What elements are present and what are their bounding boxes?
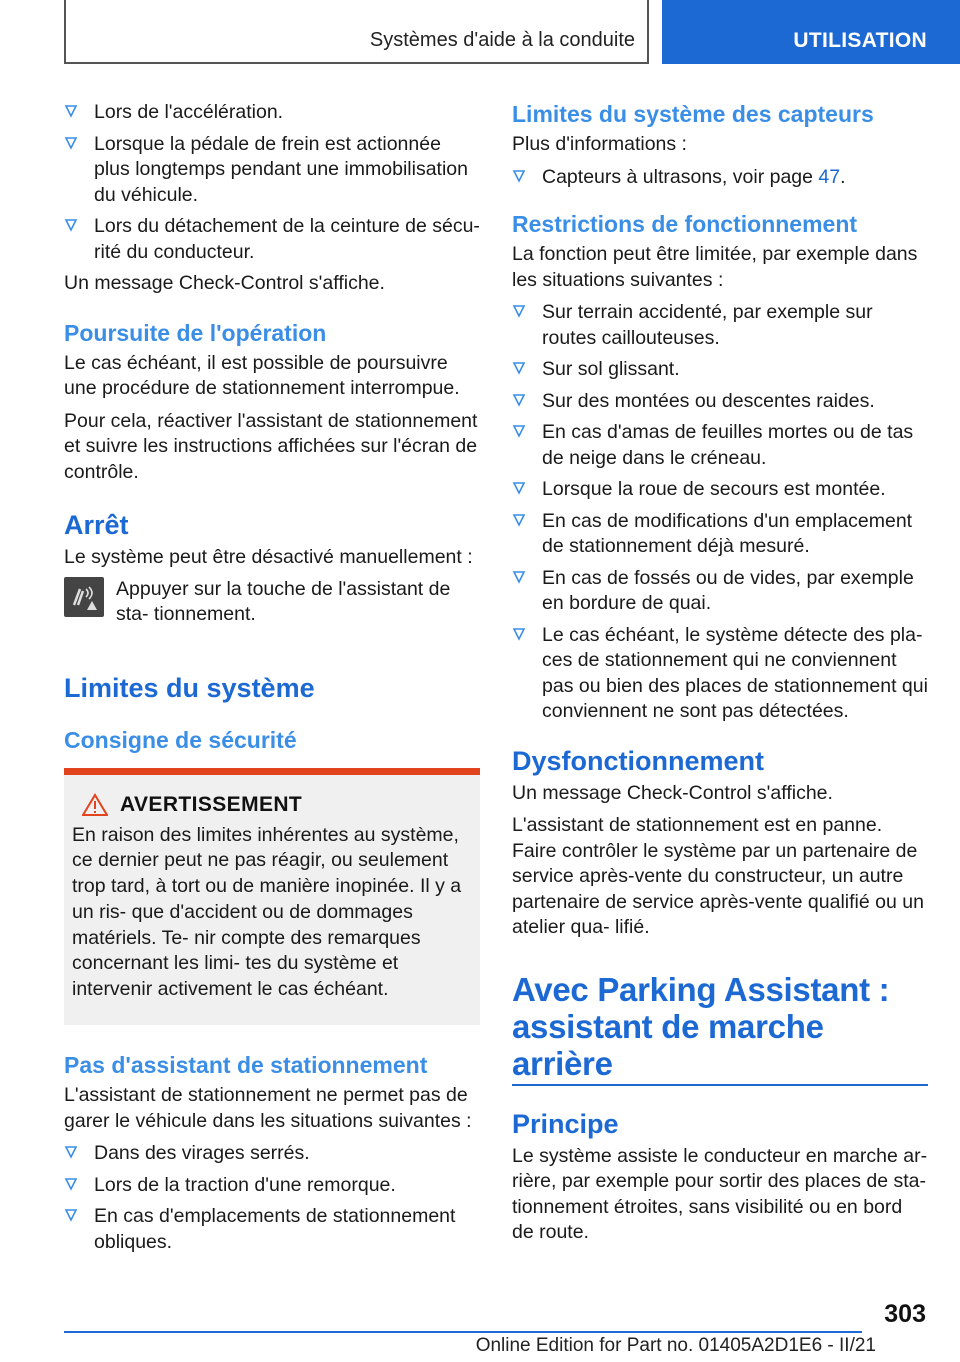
list-item: Lorsque la roue de secours est montée. bbox=[512, 477, 928, 503]
list-item: En cas de fossés ou de vides, par exemple en bordure de quai. bbox=[512, 566, 928, 617]
triangle-bullet-icon bbox=[512, 512, 526, 530]
principle-paragraph: Le système assiste le conducteur en marche ar‐ rière, par exemple pour sortir des places de sta‐ tionnement étroites, sans visibilité ou en bord de route. bbox=[512, 1144, 928, 1243]
resume-heading: Poursuite de l'opération bbox=[64, 319, 327, 346]
restrictions-heading: Restrictions de fonctionnement bbox=[512, 211, 858, 237]
triangle-bullet-icon bbox=[512, 392, 526, 410]
triangle-bullet-icon bbox=[64, 103, 78, 121]
stop-button-text: Appuyer sur la touche de l'assistant de sta‐ tionnement. bbox=[116, 577, 451, 625]
triangle-bullet-icon bbox=[64, 1207, 78, 1225]
triangle-bullet-icon bbox=[512, 569, 526, 587]
malfunction-heading: Dysfonctionnement bbox=[512, 745, 765, 776]
triangle-bullet-icon bbox=[512, 626, 526, 644]
list-item: Capteurs à ultrasons, voir page 47. bbox=[512, 165, 928, 191]
triangle-bullet-icon bbox=[512, 423, 526, 441]
chapter-heading-block bbox=[512, 971, 928, 1086]
sensor-limits-heading: Limites du système des capteurs bbox=[512, 101, 874, 127]
principle-heading: Principe bbox=[512, 1108, 619, 1139]
left-column bbox=[64, 100, 480, 1261]
triangle-bullet-icon bbox=[512, 303, 526, 321]
triangle-bullet-icon bbox=[64, 1144, 78, 1162]
footer-divider bbox=[64, 1331, 862, 1333]
list-item: Lors de la traction d'une remorque. bbox=[64, 1173, 480, 1199]
sensor-list bbox=[512, 165, 928, 191]
warning-box bbox=[64, 768, 480, 1026]
right-column bbox=[512, 100, 928, 1246]
stop-heading: Arrêt bbox=[64, 510, 129, 540]
check-control-text: Un message Check-Control s'affiche. bbox=[64, 272, 385, 294]
triangle-bullet-icon bbox=[64, 135, 78, 153]
resume-paragraph-2: Pour cela, réactiver l'assistant de stationnement et suivre les instructions affichées sur l'écran de contrôle. bbox=[64, 409, 478, 483]
no-assist-paragraph: L'assistant de stationnement ne permet pas de garer le véhicule dans les situations suivantes : bbox=[64, 1084, 472, 1132]
warning-text: En raison des limites inhérentes au système, ce dernier peut ne pas réagir, ou seulement trop tard, à tort ou de manière inopinée. Il y a un ris‐ que d'accident ou de dommages matériels. Te‐ nir compte des remarques concernant les limi‐ tes du système et intervenir activement le cas échéant. bbox=[72, 823, 462, 1001]
triangle-bullet-icon bbox=[512, 480, 526, 498]
list-item: Sur terrain accidenté, par exemple sur routes caillouteuses. bbox=[512, 300, 928, 351]
list-item: Le cas échéant, le système détecte des pla‐ ces de stationnement qui ne conviennent pas ou bien des places de stationnement qui conviennent ne sont pas détectées. bbox=[512, 623, 928, 725]
list-item: En cas d'amas de feuilles mortes ou de tas de neige dans le créneau. bbox=[512, 420, 928, 471]
list-item: Lors de l'accélération. bbox=[64, 100, 480, 126]
resume-paragraph-1: Le cas échéant, il est possible de poursuivre une procédure de stationnement interrompue. bbox=[64, 351, 460, 399]
warning-triangle-icon bbox=[82, 793, 108, 817]
no-assist-heading: Pas d'assistant de stationnement bbox=[64, 1052, 428, 1079]
sensor-paragraph: Plus d'informations : bbox=[512, 133, 687, 155]
parking-assistant-button-icon bbox=[64, 577, 104, 617]
triangle-bullet-icon bbox=[512, 360, 526, 378]
restrictions-paragraph: La fonction peut être limitée, par exemple dans les situations suivantes : bbox=[512, 243, 918, 291]
triangle-bullet-icon bbox=[64, 217, 78, 235]
footer-edition-text: Online Edition for Part no. 01405A2D1E6 - II/21 bbox=[475, 1335, 876, 1356]
header-chapter-title: UTILISATION bbox=[793, 29, 927, 52]
list-item: Lorsque la pédale de frein est actionnée plus longtemps pendant une immobilisation du véhicule. bbox=[64, 132, 480, 209]
list-item: Lors du détachement de la ceinture de sécu‐ rité du conducteur. bbox=[64, 214, 480, 265]
malfunction-paragraph-2: L'assistant de stationnement est en panne. Faire contrôler le système par un partenaire de service après-vente du constructeur, un autre partenaire de service après-vente qualifié ou un atelier qua‐ lifié. bbox=[512, 814, 924, 938]
list-item: En cas d'emplacements de stationnement obliques. bbox=[64, 1204, 480, 1255]
list-item: Dans des virages serrés. bbox=[64, 1141, 480, 1167]
reverse-assistant-heading: Avec Parking Assistant : assistant de marche arrière bbox=[512, 970, 890, 1082]
list-item: En cas de modifications d'un emplacement de stationnement déjà mesuré. bbox=[512, 509, 928, 560]
header-section-title: Systèmes d'aide à la conduite bbox=[369, 29, 635, 51]
stop-conditions-list bbox=[64, 100, 480, 265]
safety-heading: Consigne de sécurité bbox=[64, 726, 297, 753]
list-item: Sur sol glissant. bbox=[512, 357, 928, 383]
header-section-box bbox=[64, 0, 649, 64]
malfunction-paragraph-1: Un message Check-Control s'affiche. bbox=[512, 781, 833, 804]
stop-instruction bbox=[64, 577, 480, 628]
warning-title: AVERTISSEMENT bbox=[120, 792, 303, 816]
page-number: 303 bbox=[884, 1300, 926, 1328]
header-chapter-tab bbox=[662, 0, 960, 64]
triangle-bullet-icon bbox=[64, 1176, 78, 1194]
page-reference-link[interactable]: 47 bbox=[818, 165, 841, 188]
stop-paragraph: Le système peut être désactivé manuellement : bbox=[64, 546, 473, 568]
triangle-bullet-icon bbox=[512, 168, 526, 186]
no-assist-list bbox=[64, 1141, 480, 1255]
limits-heading: Limites du système bbox=[64, 672, 315, 703]
restrictions-list bbox=[512, 300, 928, 725]
list-item: Sur des montées ou descentes raides. bbox=[512, 389, 928, 415]
